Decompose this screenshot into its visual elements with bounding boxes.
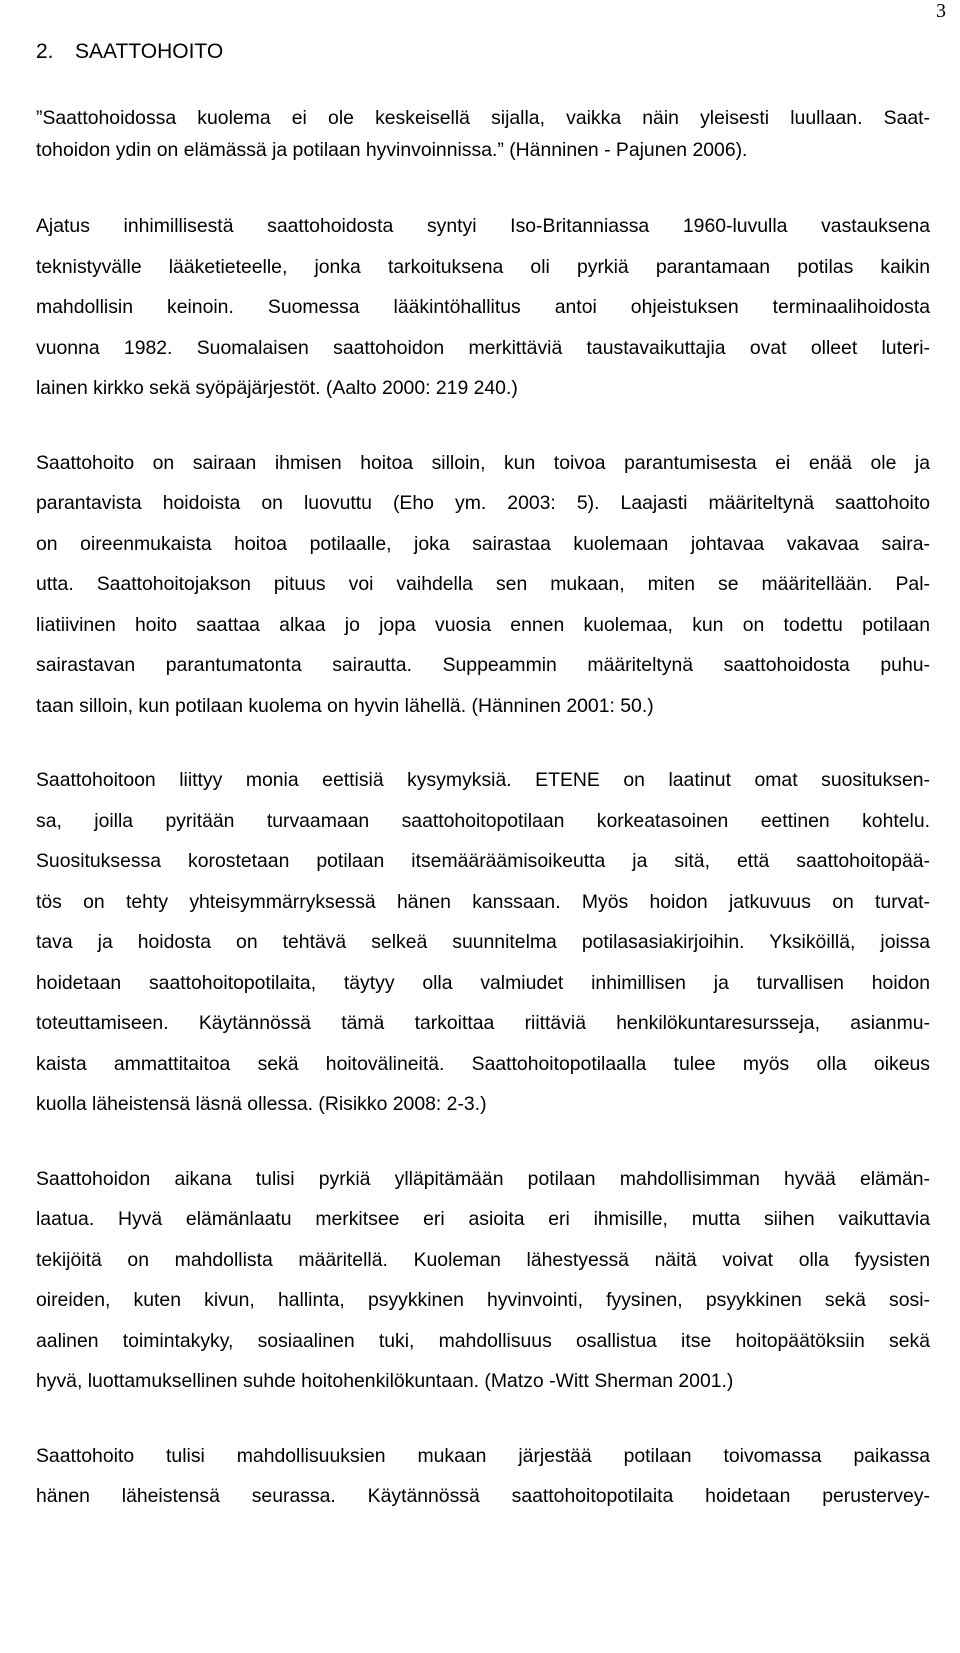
paragraph [36, 206, 930, 409]
text-line: toteuttamiseen. Käytännössä tämä tarkoittaa riittäviä henkilökuntaresursseja, asianmu- [36, 1012, 930, 1034]
section-number: 2. [36, 40, 54, 63]
paragraph [36, 1159, 930, 1402]
text-line: liatiivinen hoito saattaa alkaa jo jopa vuosia ennen kuolemaa, kun on todettu potilaan [36, 613, 930, 636]
text-line: laatua. Hyvä elämänlaatu merkitsee eri asioita eri ihmisille, mutta siihen vaikuttavia [36, 1208, 930, 1230]
text-line: Saattohoidon aikana tulisi pyrkiä ylläpitämään potilaan mahdollisimman hyvää elämän- [36, 1167, 930, 1190]
text-line: hoidetaan saattohoitopotilaita, täytyy olla valmiudet inhimillisen ja turvallisen hoidon [36, 971, 930, 994]
text-line: hänen läheistensä seurassa. Käytännössä saattohoitopotilaita hoidetaan perustervey- [36, 1485, 930, 1507]
document-body [36, 34, 930, 1551]
text-line: tös on tehty yhteisymmärryksessä hänen kanssaan. Myös hoidon jatkuvuus on turvat- [36, 890, 930, 913]
text-line: kuolla läheistensä läsnä ollessa. (Risikko 2008: 2-3.) [36, 1093, 487, 1115]
text-line: parantavista hoidoista on luovuttu (Eho ym. 2003: 5). Laajasti määriteltynä saattohoito [36, 492, 930, 514]
quote-paragraph [36, 102, 930, 166]
text-line: tekijöitä on mahdollista määritellä. Kuoleman lähestyessä näitä voivat olla fyysisten [36, 1248, 930, 1271]
section-title: SAATTOHOITO [75, 40, 224, 63]
text-line: vuonna 1982. Suomalaisen saattohoidon merkittäviä taustavaikuttajia ovat olleet luteri- [36, 336, 930, 359]
page-number: 3 [936, 0, 946, 22]
text-line: ”Saattohoidossa kuolema ei ole keskeisellä sijalla, vaikka näin yleisesti luullaan. Saat- [36, 107, 930, 129]
paragraphs [36, 102, 930, 1517]
text-line: aalinen toimintakyky, sosiaalinen tuki, mahdollisuus osallistua itse hoitopäätöksiin sekä [36, 1329, 930, 1352]
text-line: tava ja hoidosta on tehtävä selkeä suunnitelma potilasasiakirjoihin. Yksiköillä, joissa [36, 931, 930, 953]
text-line: sa, joilla pyritään turvaamaan saattohoitopotilaan korkeatasoinen eettinen kohtelu. [36, 809, 930, 832]
text-line: mahdollisin keinoin. Suomessa lääkintöhallitus antoi ohjeistuksen terminaalihoidosta [36, 296, 930, 318]
text-line: taan silloin, kun potilaan kuolema on hyvin lähellä. (Hänninen 2001: 50.) [36, 694, 654, 717]
text-line: Saattohoito on sairaan ihmisen hoitoa silloin, kun toivoa parantumisesta ei enää ole ja [36, 451, 930, 474]
text-line: on oireenmukaista hoitoa potilaalle, joka sairastaa kuolemaan johtavaa vakavaa saira- [36, 532, 930, 555]
text-line: Suosituksessa korostetaan potilaan itsemääräämisoikeutta ja sitä, että saattohoitopää- [36, 850, 930, 872]
section-heading [36, 34, 930, 70]
text-line: hyvä, luottamuksellinen suhde hoitohenkilökuntaan. (Matzo -Witt Sherman 2001.) [36, 1370, 734, 1392]
paragraph [36, 760, 930, 1125]
text-line: Saattohoitoon liittyy monia eettisiä kysymyksiä. ETENE on laatinut omat suosituksen- [36, 769, 930, 791]
paragraph [36, 443, 930, 727]
text-line: tohoidon ydin on elämässä ja potilaan hyvinvoinnissa.” (Hänninen - Pajunen 2006). [36, 139, 748, 161]
text-line: lainen kirkko sekä syöpäjärjestöt. (Aalto 2000: 219 240.) [36, 377, 518, 399]
text-line: sairastavan parantumatonta sairautta. Suppeammin määriteltynä saattohoidosta puhu- [36, 654, 930, 676]
text-line: Ajatus inhimillisestä saattohoidosta syntyi Iso-Britanniassa 1960-luvulla vastauksena [36, 215, 930, 237]
text-line: kaista ammattitaitoa sekä hoitovälineitä. Saattohoitopotilaalla tulee myös olla oikeus [36, 1052, 930, 1075]
text-line: teknistyvälle lääketieteelle, jonka tarkoituksena oli pyrkiä parantamaan potilas kaikin [36, 255, 930, 278]
paragraph [36, 1436, 930, 1517]
text-line: Saattohoito tulisi mahdollisuuksien mukaan järjestää potilaan toivomassa paikassa [36, 1444, 930, 1467]
text-line: oireiden, kuten kivun, hallinta, psyykkinen hyvinvointi, fyysinen, psyykkinen sekä sosi- [36, 1289, 930, 1311]
text-line: utta. Saattohoitojakson pituus voi vaihdella sen mukaan, miten se määritellään. Pal- [36, 573, 930, 595]
